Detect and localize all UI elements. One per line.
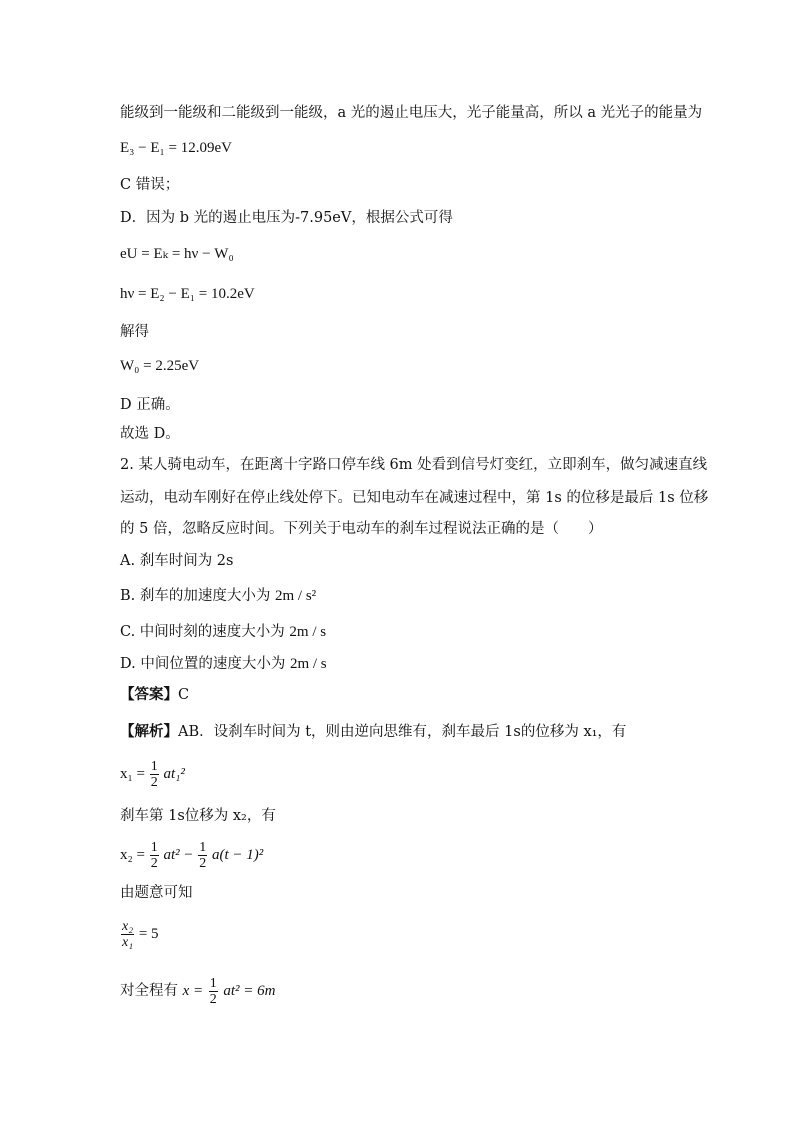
eq-x1-lhs: x₁ = xyxy=(120,766,145,782)
option-d xyxy=(120,654,327,674)
analysis-tag: 【解析】 xyxy=(120,723,178,740)
text-c-wrong: C 错误； xyxy=(120,177,180,193)
eq-x2-lhs: x₂ = xyxy=(120,847,145,863)
analysis-line xyxy=(120,722,626,742)
answer-value: C xyxy=(178,687,190,703)
question-2-line-1: 2. 某人骑电动车，在距离十字路口停车线 6m 处看到信号灯变红，立即刹车，做匀减速直线 xyxy=(120,457,708,473)
option-c xyxy=(120,622,326,642)
option-b-value: 2m / s² xyxy=(274,588,317,604)
option-c-value: 2m / s xyxy=(289,624,327,640)
text-known-from-question: 由题意可知 xyxy=(120,885,193,901)
eq-whole-lhs: x = xyxy=(182,983,204,999)
fraction-numerator: 1 xyxy=(150,759,158,775)
ratio-numerator: x₂ xyxy=(122,919,134,935)
equation-w0: W₀ = 2.25eV xyxy=(120,358,200,374)
equation-ratio xyxy=(120,916,159,952)
text-choose-d: 故选 D。 xyxy=(120,426,180,442)
fraction-numerator: 1 xyxy=(209,975,217,991)
text-whole-process: 对全程有 xyxy=(120,983,178,999)
fraction-denominator: 2 xyxy=(199,856,207,872)
option-d-value: 2m / s xyxy=(289,656,327,672)
text-d-reason: D．因为 b 光的遏止电压为-7.95eV，根据公式可得 xyxy=(120,210,453,226)
fraction-numerator: 1 xyxy=(150,840,158,856)
option-b xyxy=(120,586,316,606)
ratio-denominator: x₁ xyxy=(122,935,134,951)
text-d-correct: D 正确。 xyxy=(120,397,180,413)
option-a: A. 刹车时间为 2s xyxy=(120,553,234,569)
equation-hv: hν = E₂ − E₁ = 10.2eV xyxy=(120,286,255,302)
eq-x2-rhs: a(t − 1)² xyxy=(212,847,264,863)
fraction-half xyxy=(150,759,159,790)
text-brake-first-second: 刹车第 1s位移为 x₂，有 xyxy=(120,808,276,824)
eq-whole-rhs: at² = 6m xyxy=(223,983,276,999)
option-d-text: D. 中间位置的速度大小为 xyxy=(120,656,290,672)
fraction-half xyxy=(198,840,207,871)
eq-x1-rhs: at₁² xyxy=(163,766,185,782)
text-solve: 解得 xyxy=(120,324,149,340)
eq-x2-mid: at² − xyxy=(163,847,194,863)
text-line-energy-levels: 能级到一能级和二能级到一能级，a 光的遏止电压大，光子能量高，所以 a 光光子的能量为 xyxy=(120,105,703,121)
answer-tag: 【答案】 xyxy=(120,686,178,703)
equation-e3-minus-e1: E₃ − E₁ = 12.09eV xyxy=(120,140,232,156)
fraction-x2-over-x1 xyxy=(121,919,134,950)
answer-line xyxy=(120,685,189,705)
question-2-line-2: 运动，电动车刚好在停止线处停下。已知电动车在减速过程中，第 1s 的位移是最后 1s 位移 xyxy=(120,490,709,506)
fraction-denominator: 2 xyxy=(209,991,217,1007)
equation-whole-process xyxy=(120,974,275,1008)
question-2-line-3: 的 5 倍，忽略反应时间。下列关于电动车的刹车过程说法正确的是（ ） xyxy=(120,521,603,537)
fraction-numerator: 1 xyxy=(199,840,207,856)
option-b-text: B. 刹车的加速度大小为 xyxy=(120,588,275,604)
option-c-text: C. 中间时刻的速度大小为 xyxy=(120,624,290,640)
equation-x2 xyxy=(120,838,263,872)
fraction-half xyxy=(150,840,159,871)
fraction-denominator: 2 xyxy=(150,856,158,872)
eq-ratio-rhs: = 5 xyxy=(138,926,159,942)
fraction-denominator: 2 xyxy=(150,775,158,791)
analysis-text: AB．设刹车时间为 t，则由逆向思维有，刹车最后 1s的位移为 x₁，有 xyxy=(178,724,627,740)
equation-eu: eU = Eₖ = hν − W₀ xyxy=(120,246,234,262)
equation-x1 xyxy=(120,757,185,791)
fraction-half xyxy=(209,976,218,1007)
